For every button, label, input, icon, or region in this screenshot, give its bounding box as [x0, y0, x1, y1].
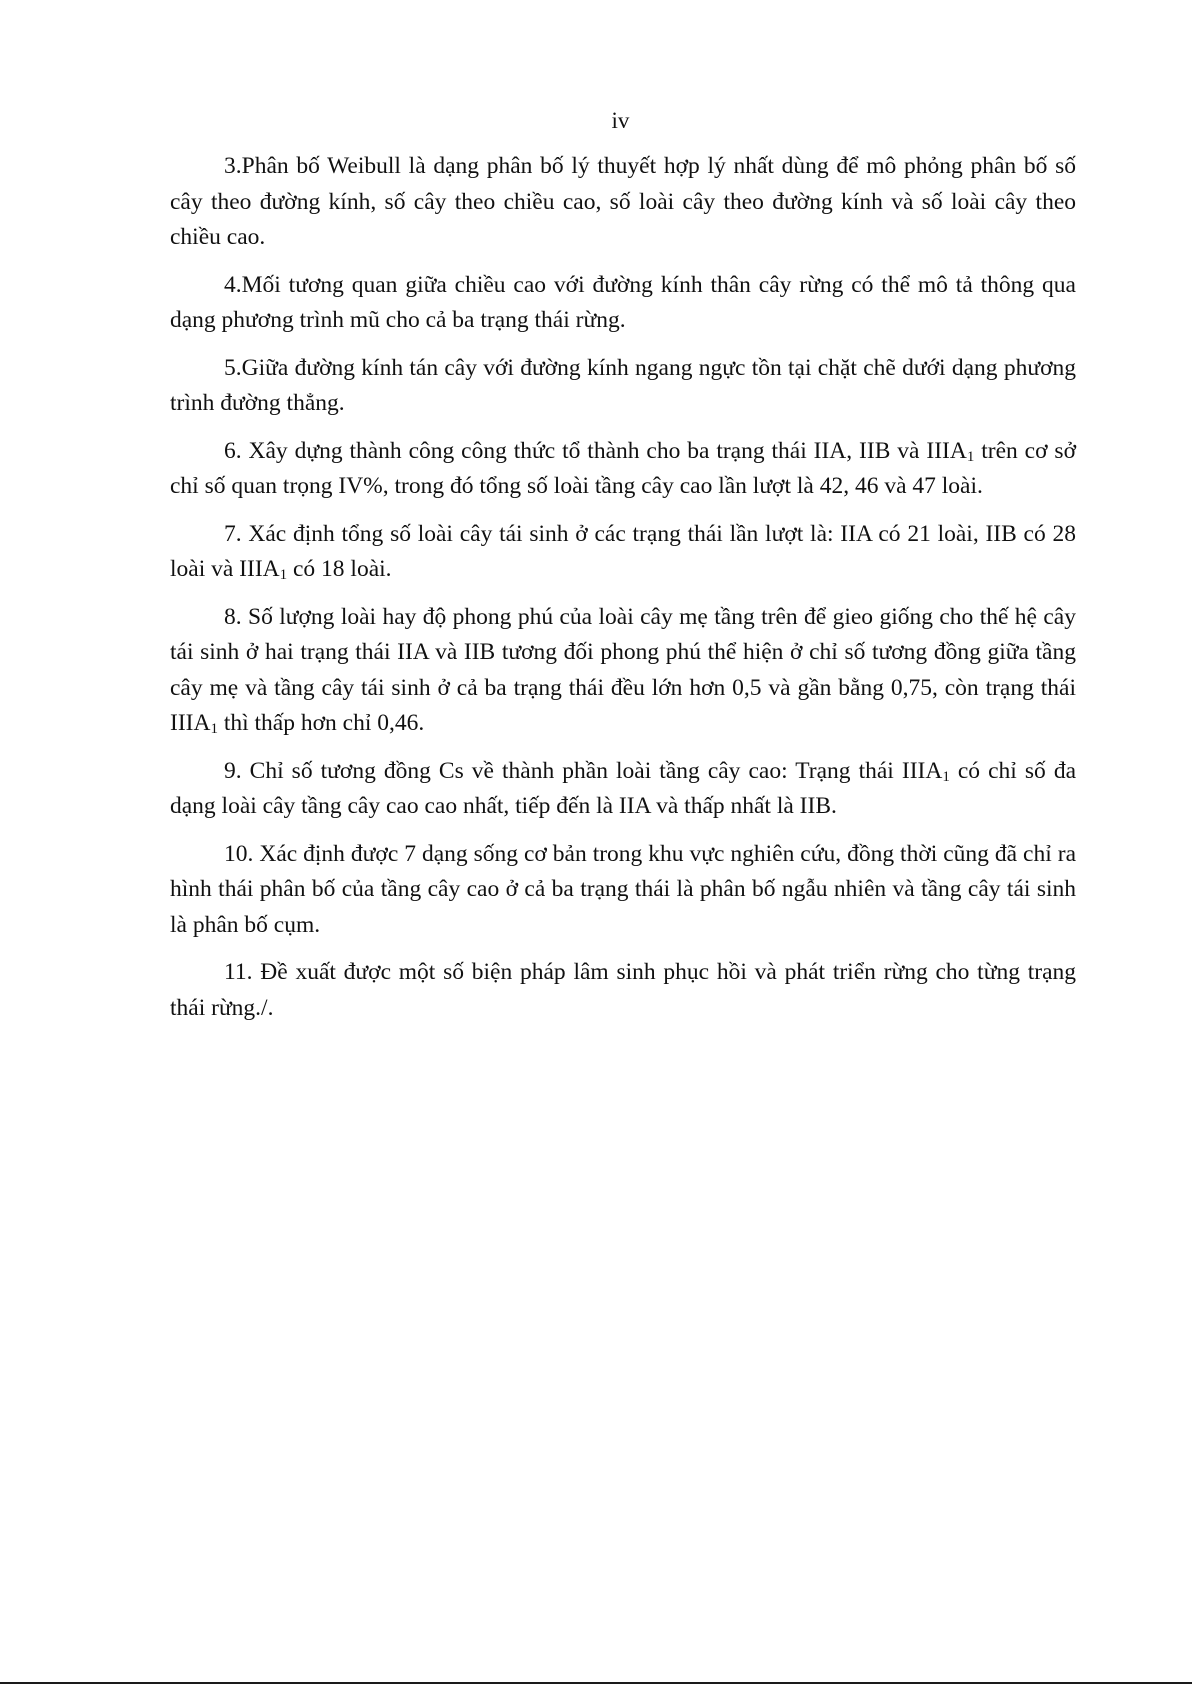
paragraph-4: 4.Mối tương quan giữa chiều cao với đường kính thân cây rừng có thể mô tả thông qua dạng phương trình mũ cho cả ba trạng thái rừng. [170, 271, 1076, 333]
paragraph-6 [170, 434, 1076, 505]
subscript: 1 [966, 448, 975, 465]
paragraph-3: 3.Phân bố Weibull là dạng phân bố lý thuyết hợp lý nhất dùng để mô phỏng phân bố số cây theo đường kính, số cây theo chiều cao, số loài cây theo đường kính và số loài cây theo chiều cao. [170, 153, 1076, 250]
paragraph-text: 9. Chỉ số tương đồng Cs về thành phần loài tầng cây cao: Trạng thái IIIA [224, 757, 943, 784]
page-bottom-border [0, 1682, 1192, 1684]
page-number: iv [611, 108, 630, 133]
subscript: 1 [210, 721, 218, 737]
paragraph-text: thì thấp hơn chỉ 0,46. [217, 710, 425, 736]
paragraph-text: có 18 loài. [287, 556, 392, 582]
paragraph-text: 6. Xây dựng thành công công thức tổ thành cho ba trạng thái IIA, IIB và IIIA [224, 437, 967, 464]
page-content [170, 149, 1076, 1038]
paragraph-text: 7. Xác định tổng số loài cây tái sinh ở các trạng thái lần lượt là: IIA có 21 loài, IIB có 28 loài và IIIA [170, 520, 1076, 582]
paragraph-8 [170, 600, 1076, 742]
paragraph-9 [170, 754, 1076, 825]
subscript: 1 [942, 768, 950, 785]
paragraph-7 [170, 517, 1076, 588]
paragraph-5: 5.Giữa đường kính tán cây với đường kính ngang ngực tồn tại chặt chẽ dưới dạng phương trình đường thẳng. [170, 354, 1076, 416]
paragraph-text: có chỉ số đa dạng loài cây tầng cây cao cao nhất, tiếp đến là IIA và thấp nhất là IIB. [170, 757, 1076, 819]
subscript: 1 [279, 567, 288, 583]
paragraph-text: 8. Số lượng loài hay độ phong phú của loài cây mẹ tầng trên để gieo giống cho thế hệ cây tái sinh ở hai trạng thái IIA và IIB tương đối phong phú thể hiện ở chỉ số tương đồng giữa tầng cây mẹ và tầng cây tái sinh ở cả ba trạng thái đều lớn hơn 0,5 và gần bằng 0,75, còn trạng thái IIIA [170, 603, 1076, 736]
paragraph-text: trên cơ sở chỉ số quan trọng IV%, trong đó tổng số loài tầng cây cao lần lượt là 42, 46 và 47 loài. [170, 437, 1077, 499]
paragraph-11: 11. Đề xuất được một số biện pháp lâm sinh phục hồi và phát triển rừng cho từng trạng thái rừng./. [170, 959, 1076, 1021]
paragraph-10: 10. Xác định được 7 dạng sống cơ bản trong khu vực nghiên cứu, đồng thời cũng đã chỉ ra hình thái phân bố của tầng cây cao ở cả ba trạng thái là phân bố ngẫu nhiên và tầng cây tái sinh là phân bố cụm. [170, 840, 1076, 938]
